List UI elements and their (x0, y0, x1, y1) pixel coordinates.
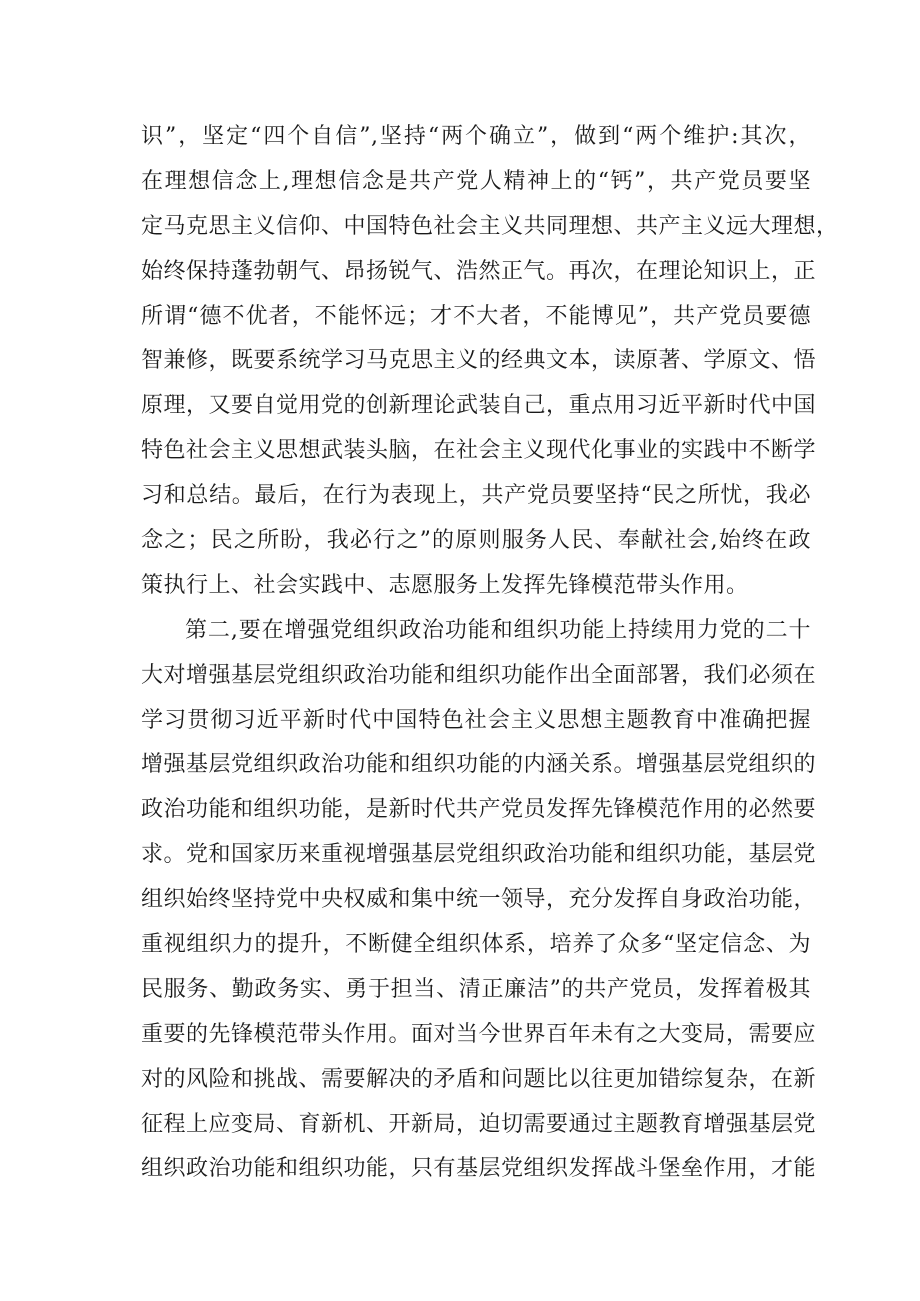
text-line: 政治功能和组织功能，是新时代共产党员发挥先锋模范作用的必然要 (141, 797, 817, 823)
paragraph-end-line: 策执行上、社会实践中、志愿服务上发挥先锋模范带头作用。 (141, 572, 749, 598)
text-line: 特色社会主义思想武装头脑，在社会主义现代化事业的实践中不断学 (141, 438, 817, 464)
text-line: 定马克思主义信仰、中国特色社会主义共同理想、共产主义远大理想， (141, 213, 839, 239)
text-line: 大对增强基层党组织政治功能和组织功能作出全面部署，我们必须在 (141, 662, 817, 688)
text-line: 求。党和国家历来重视增强基层党组织政治功能和组织功能，基层党 (141, 842, 817, 868)
text-line: 念之；民之所盼，我必行之”的原则服务人民、奉献社会,始终在政 (141, 528, 811, 554)
text-line: 民服务、勤政务实、勇于担当、清正廉洁”的共产党员，发挥着极其 (141, 976, 811, 1002)
text-line: 习和总结。最后，在行为表现上，共产党员要坚持“民之所忧，我必 (141, 483, 811, 509)
text-line: 所谓“德不优者，不能怀远；才不大者，不能博见”，共产党员要德 (141, 303, 811, 329)
text-line: 智兼修，既要系统学习马克思主义的经典文本，读原著、学原文、悟 (141, 348, 817, 374)
text-line: 组织始终坚持党中央权威和集中统一领导，充分发挥自身政治功能， (141, 887, 817, 913)
text-line: 识”，坚定“四个自信”,坚持“两个确立”，做到“两个维护:其次， (141, 124, 811, 149)
text-line: 增强基层党组织政治功能和组织功能的内涵关系。增强基层党组织的 (141, 752, 817, 778)
text-line: 组织政治功能和组织功能，只有基层党组织发挥战斗堡垒作用，才能 (141, 1156, 817, 1182)
paragraph-start-line: 第二,要在增强党组织政治功能和组织功能上持续用力党的二十 (185, 617, 811, 643)
text-line: 对的风险和挑战、需要解决的矛盾和问题比以往更加错综复杂，在新 (141, 1066, 817, 1092)
text-line: 重视组织力的提升，不断健全组织体系，培养了众多“坚定信念、为 (141, 932, 811, 958)
document-body (141, 115, 839, 1192)
text-line: 始终保持蓬勃朝气、昂扬锐气、浩然正气。再次，在理论知识上，正 (141, 258, 817, 284)
text-line: 原理，又要自觉用党的创新理论武装自己，重点用习近平新时代中国 (141, 393, 817, 419)
text-line: 征程上应变局、育新机、开新局，迫切需要通过主题教育增强基层党 (141, 1111, 817, 1137)
text-line: 学习贯彻习近平新时代中国特色社会主义思想主题教育中准确把握 (141, 707, 811, 733)
text-line: 重要的先锋模范带头作用。面对当今世界百年未有之大变局，需要应 (141, 1021, 817, 1047)
text-line: 在理想信念上,理想信念是共产党人精神上的“钙”，共产党员要坚 (141, 168, 811, 194)
